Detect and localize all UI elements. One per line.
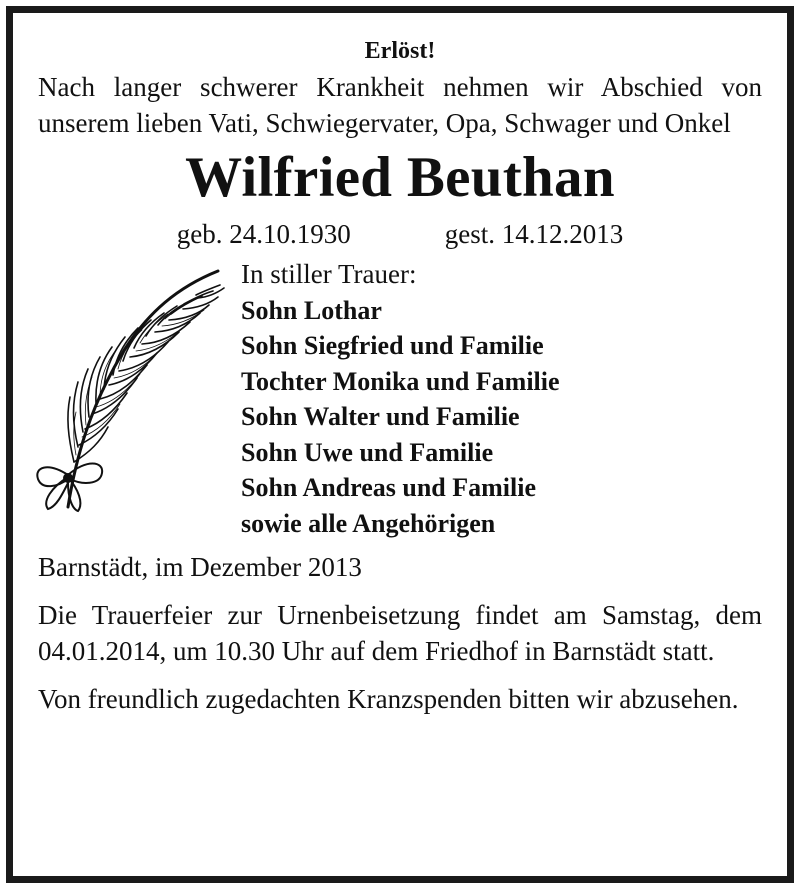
mourners-lead: In stiller Trauer: — [241, 259, 417, 289]
mourner-item: Sohn Walter und Familie — [241, 402, 520, 431]
mourning-section — [38, 257, 762, 549]
birth-date: geb. 24.10.1930 — [176, 219, 351, 249]
intro-text: Nach langer schwerer Krankheit nehmen wir Abschied von unserem lieben Vati, Schwiegervater, Opa, Schwager und Onkel — [38, 72, 762, 138]
wreath-notice: Von freundlich zugedachten Kranzspenden bitten wir abzusehen. — [38, 684, 739, 714]
death-date: gest. 14.12.2013 — [444, 219, 624, 249]
obituary-header: Erlöst! — [364, 38, 436, 64]
obituary-content — [38, 35, 762, 866]
mourners-list — [241, 257, 560, 541]
mourner-item: Sohn Andreas und Familie — [241, 473, 537, 502]
mourner-item: sowie alle Angehörigen — [241, 508, 496, 538]
mourner-item: Tochter Monika und Familie — [241, 366, 560, 396]
deceased-name: Wilfried Beuthan — [185, 146, 615, 209]
life-dates — [38, 217, 762, 251]
mourner-item: Sohn Uwe und Familie — [241, 437, 494, 467]
mourner-item: Sohn Lothar — [241, 295, 382, 325]
mourner-item: Sohn Siegfried und Familie — [241, 331, 544, 360]
feather-with-bow-icon — [28, 257, 228, 517]
place-and-date: Barnstädt, im Dezember 2013 — [38, 552, 362, 582]
obituary-frame — [6, 6, 794, 883]
funeral-notice: Die Trauerfeier zur Urnenbeisetzung findet am Samstag, dem 04.01.2014, um 10.30 Uhr auf dem Friedhof in Barnstädt statt. — [38, 600, 762, 666]
